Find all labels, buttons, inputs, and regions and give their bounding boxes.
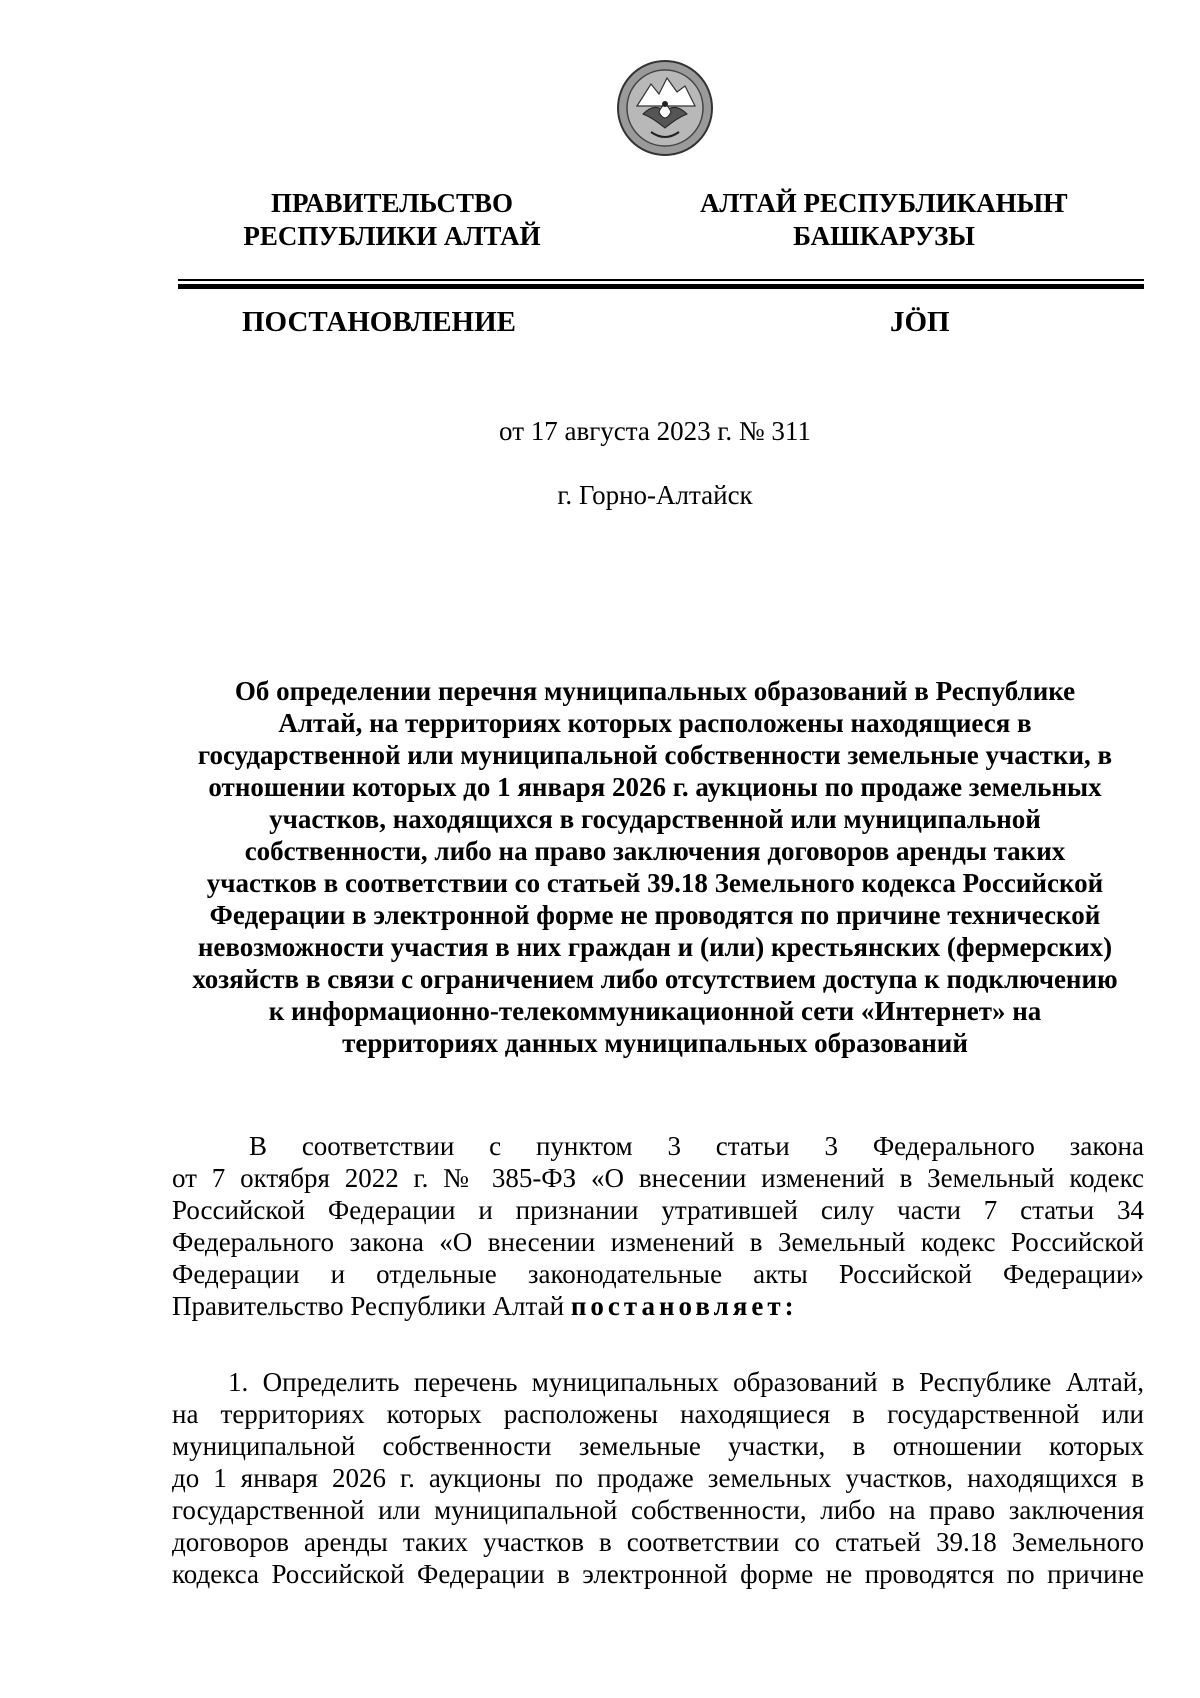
preamble-line: Федерации и отдельные законодательные акты Российской Федерации» xyxy=(172,1259,1144,1289)
header-left xyxy=(192,187,592,253)
title-line: к информационно-телекоммуникационной сети «Интернет» на xyxy=(268,996,1042,1026)
header-divider-thin xyxy=(178,279,1144,281)
title-line: участков в соответствии со статьей 39.18 Земельного кодекса Российской xyxy=(206,868,1104,898)
item-1-line: кодекса Российской Федерации в электронной форме не проводятся по причине xyxy=(172,1559,1144,1589)
header-right-line1: АЛТАЙ РЕСПУБЛИКАНЫҤ xyxy=(699,188,1069,218)
preamble-line: В соответствии с пунктом 3 статьи 3 Федерального закона xyxy=(249,1131,1144,1161)
title-line: участков, находящихся в государственной или муниципальной xyxy=(269,804,1041,834)
header-divider-thick xyxy=(178,284,1144,289)
title-line: Об определении перечня муниципальных образований в Республике xyxy=(234,676,1076,706)
title-line: отношении которых до 1 января 2026 г. аукционы по продаже земельных xyxy=(208,772,1102,802)
title-line: Алтай, на территориях которых расположены находящиеся в xyxy=(278,708,1032,738)
document-city: г. Горно-Алтайск xyxy=(557,480,753,510)
title-line: Федерации в электронной форме не проводятся по причине технической xyxy=(209,900,1101,930)
preamble-line: от 7 октября 2022 г. № 385-ФЗ «О внесении изменений в Земельный кодекс xyxy=(172,1163,1144,1193)
title-line: невозможности участия в них граждан и (или) крестьянских (фермерских) xyxy=(197,932,1113,962)
title-line: хозяйств в связи с ограничением либо отсутствием доступа к подключению xyxy=(192,964,1118,994)
header-left-line2: РЕСПУБЛИКИ АЛТАЙ xyxy=(243,221,541,251)
coat-of-arms-emblem xyxy=(615,58,715,158)
item-1-line: на территориях которых расположены находящиеся в государственной или xyxy=(172,1399,1144,1429)
doc-type-altai: JӦП xyxy=(890,306,950,338)
item-1-line: договоров аренды таких участков в соответствии со статьей 39.18 Земельного xyxy=(172,1527,1144,1557)
title-line: государственной или муниципальной собственности земельные участки, в xyxy=(197,740,1113,770)
item-1-paragraph xyxy=(172,1366,1144,1590)
preamble-line: Федерального закона «О внесении изменений в Земельный кодекс Российской xyxy=(172,1227,1144,1257)
preamble-line: Российской Федерации и признании утратившей силу части 7 статьи 34 xyxy=(172,1195,1144,1225)
doc-type-russian: ПОСТАНОВЛЕНИЕ xyxy=(242,306,517,338)
title-line: территориях данных муниципальных образований xyxy=(342,1028,968,1058)
item-1-line: муниципальной собственности земельные участки, в отношении которых xyxy=(172,1431,1144,1461)
preamble-last-line xyxy=(172,1290,1144,1322)
header-right xyxy=(684,187,1084,253)
document-title xyxy=(170,675,1140,1059)
header-right-line2: БАШКАРУЗЫ xyxy=(793,221,975,251)
preamble-paragraph xyxy=(172,1130,1144,1322)
preamble-last-text: Правительство Республики Алтай xyxy=(172,1291,565,1321)
header-left-line1: ПРАВИТЕЛЬСТВО xyxy=(270,188,514,218)
item-1-line: 1. Определить перечень муниципальных образований в Республике Алтай, xyxy=(228,1367,1144,1397)
decree-word: постановляет: xyxy=(570,1291,798,1321)
document-date-number: от 17 августа 2023 г. № 311 xyxy=(499,416,811,446)
title-line: собственности, либо на право заключения договоров аренды таких xyxy=(244,836,1066,866)
item-1-line: до 1 января 2026 г. аукционы по продаже земельных участков, находящихся в xyxy=(172,1463,1144,1493)
item-1-line: государственной или муниципальной собственности, либо на право заключения xyxy=(172,1495,1144,1525)
